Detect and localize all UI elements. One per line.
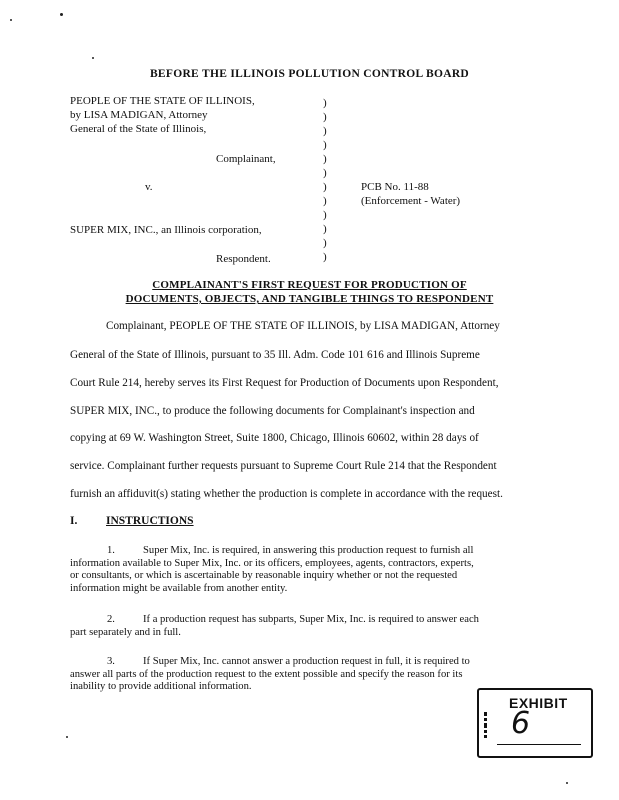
caption-respondent-name: SUPER MIX, INC., an Illinois corporation, bbox=[70, 224, 262, 236]
instruction-item: 3. If Super Mix, Inc. cannot answer a production request in full, it is required to answer all parts of the production request to the extent possible and specify the reason for its inability to provide additional information. bbox=[70, 656, 470, 692]
intro-line: General of the State of Illinois, pursuant to 35 Ill. Adm. Code 101 616 and Illinois Supreme bbox=[70, 349, 480, 361]
intro-line: copying at 69 W. Washington Street, Suite 1800, Chicago, Illinois 60602, within 28 days of bbox=[70, 432, 479, 444]
instruction-number: 1. bbox=[107, 545, 115, 556]
scan-speck bbox=[66, 736, 68, 738]
vendor-mark-icon bbox=[482, 712, 490, 738]
section-title: INSTRUCTIONS bbox=[106, 515, 194, 527]
caption-party-line: by LISA MADIGAN, Attorney bbox=[70, 109, 208, 121]
caption-party-line: PEOPLE OF THE STATE OF ILLINOIS, bbox=[70, 95, 255, 107]
instruction-number: 2. bbox=[107, 614, 115, 625]
exhibit-underline bbox=[497, 744, 581, 745]
caption-versus: v. bbox=[145, 181, 153, 193]
intro-line: Complainant, PEOPLE OF THE STATE OF ILLINOIS, by LISA MADIGAN, Attorney bbox=[106, 320, 500, 332]
intro-line: Court Rule 214, hereby serves its First Request for Production of Documents upon Respondent, bbox=[70, 377, 499, 389]
scan-speck bbox=[10, 19, 12, 21]
exhibit-sticker bbox=[477, 688, 593, 758]
section-number: I. bbox=[70, 515, 78, 527]
caption-role-respondent: Respondent. bbox=[216, 253, 271, 265]
exhibit-number: 6 bbox=[511, 706, 531, 741]
scan-speck bbox=[60, 13, 63, 16]
intro-line: furnish an affiduvit(s) stating whether the production is complete in accordance with the request. bbox=[70, 488, 503, 500]
document-heading: BEFORE THE ILLINOIS POLLUTION CONTROL BOARD bbox=[149, 68, 470, 80]
document-title-line: DOCUMENTS, OBJECTS, AND TANGIBLE THINGS TO RESPONDENT bbox=[125, 293, 494, 305]
caption-role-complainant: Complainant, bbox=[216, 153, 276, 165]
scan-speck bbox=[92, 57, 94, 59]
scan-speck bbox=[566, 782, 568, 784]
instruction-item: 2. If a production request has subparts, Super Mix, Inc. is required to answer each part separately and in full. bbox=[70, 614, 479, 638]
case-number: PCB No. 11-88 bbox=[361, 181, 429, 193]
instruction-item: 1. Super Mix, Inc. is required, in answering this production request to furnish all information available to Super Mix, Inc. or its officers, employees, agents, contractors, experts, or consultants, or which is ascertainable by reasonable inquiry whether or not the requested information might be available from another entity. bbox=[70, 545, 474, 594]
instruction-number: 3. bbox=[107, 656, 115, 667]
case-type: (Enforcement - Water) bbox=[361, 195, 461, 207]
intro-line: service. Complainant further requests pursuant to Supreme Court Rule 214 that the Respondent bbox=[70, 460, 497, 472]
caption-party-line: General of the State of Illinois, bbox=[70, 123, 207, 135]
intro-line: SUPER MIX, INC., to produce the following documents for Complainant's inspection and bbox=[70, 405, 475, 417]
exhibit-label: EXHIBIT bbox=[509, 695, 568, 711]
document-title-line: COMPLAINANT'S FIRST REQUEST FOR PRODUCTION OF bbox=[152, 279, 467, 291]
